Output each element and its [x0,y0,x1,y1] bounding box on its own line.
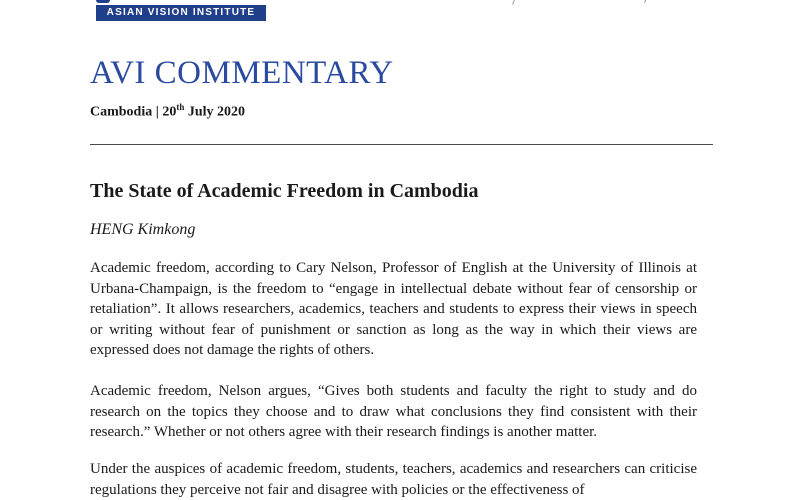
dateline [90,102,245,121]
author-name: HENG Kimkong [90,221,196,238]
institute-logo: ASIAN VISION INSTITUTE [96,5,266,21]
separator: | [155,104,159,120]
paragraph-2: Academic freedom, Nelson argues, “Gives both students and faculty the right to study and do research on the topics they choose and to draw what conclusions they find consistent with their research.” Whether or not others agree with their research findings is another matter. [90,383,697,440]
page-title: AVI COMMENTARY [90,55,394,91]
divider [90,144,713,145]
logo-mark [96,0,110,3]
location-label: Cambodia [90,104,153,120]
paragraph-3: Under the auspices of academic freedom, students, teachers, academics and researchers can criticise regulations they perceive not fair and disagree with policies or the effectiveness of [90,461,697,498]
decorative-stroke [507,0,517,5]
article-heading: The State of Academic Freedom in Cambodia [90,180,479,202]
date-rest: July 2020 [187,104,246,120]
date-suffix: th [176,102,185,112]
paragraph-1: Academic freedom, according to Cary Nelson, Professor of English at the University of Illinois at Urbana-Champaign, is the freedom to “engage in intellectual debate without fear of censorship or retaliation”. It allows researchers, academics, teachers and students to express their views in speech or writing without fear of punishment or sanction as long as the way in which their views are expressed does not damage the rights of others. [90,260,697,358]
date-day: 20 [162,104,177,120]
decorative-stroke [639,0,649,3]
